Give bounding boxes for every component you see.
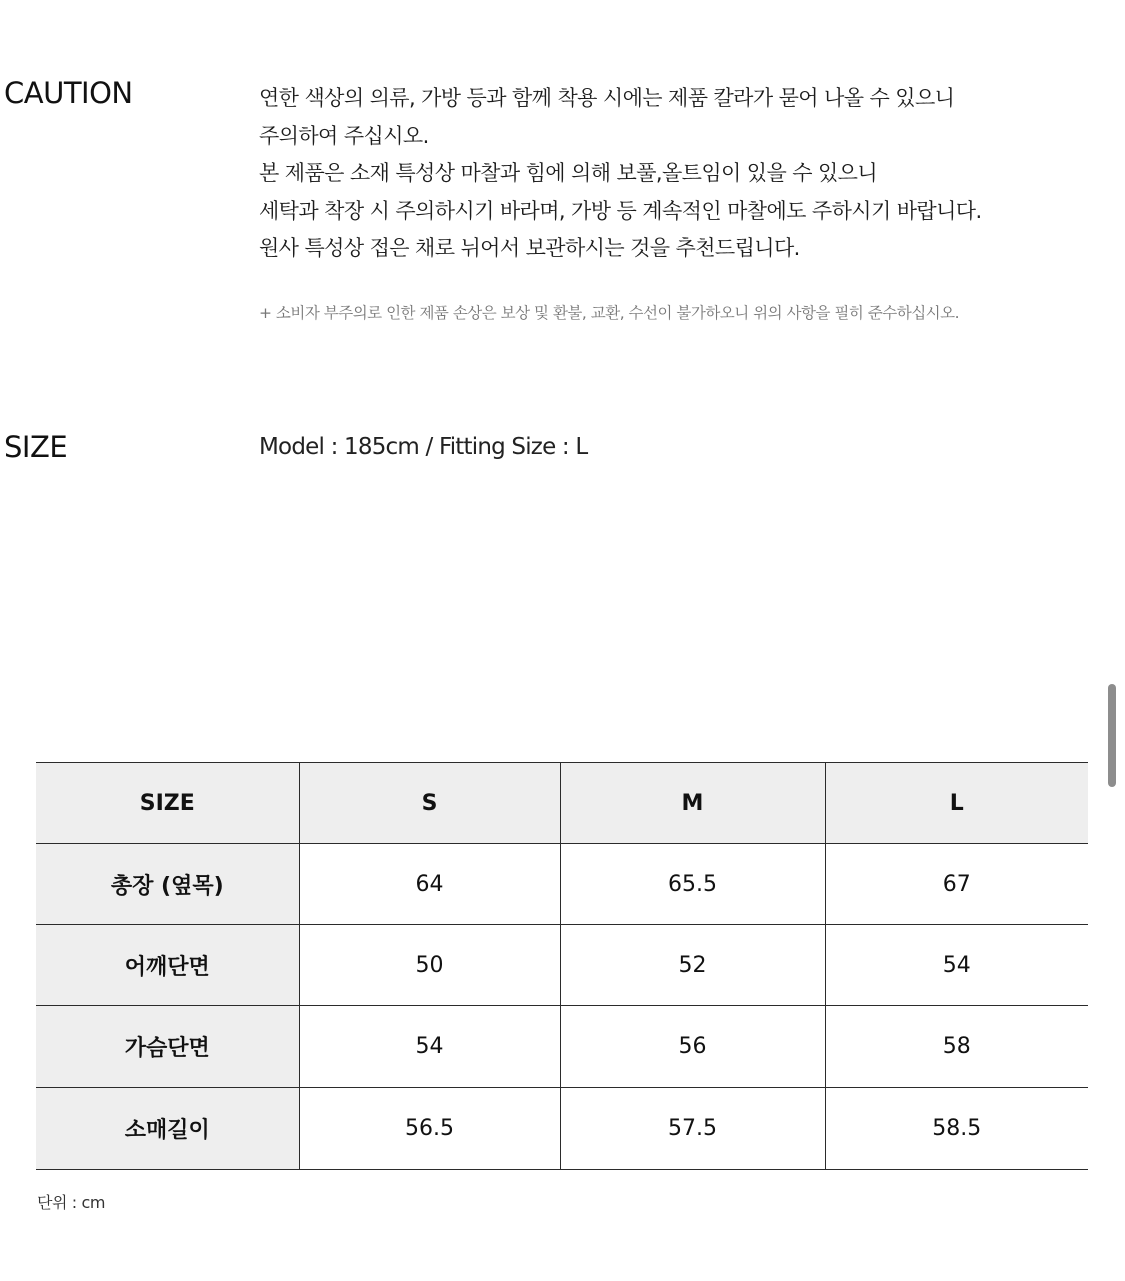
caution-line: 원사 특성상 접은 채로 뉘어서 보관하시는 것을 추천드립니다.	[259, 236, 800, 260]
model-fitting-info: Model : 185cm / Fitting Size : L	[259, 434, 588, 460]
table-cell: 56	[560, 1006, 825, 1088]
caution-note: + 소비자 부주의로 인한 제품 손상은 보상 및 환불, 교환, 수선이 불가하오니 위의 사항을 필히 준수하십시오.	[259, 304, 960, 322]
table-cell: 67	[825, 844, 1088, 925]
table-cell: 54	[825, 925, 1088, 1006]
size-chart-table	[36, 762, 1088, 1170]
column-header-s: S	[299, 763, 560, 844]
row-label-chest: 가슴단면	[36, 1006, 299, 1088]
table-cell: 58.5	[825, 1088, 1088, 1170]
scrollbar-thumb[interactable]	[1108, 684, 1116, 787]
table-cell: 65.5	[560, 844, 825, 925]
size-heading: SIZE	[4, 430, 68, 464]
row-label-shoulder: 어깨단면	[36, 925, 299, 1006]
row-label-total-length: 총장 (옆목)	[36, 844, 299, 925]
column-header-size: SIZE	[36, 763, 299, 844]
table-cell: 54	[299, 1006, 560, 1088]
caution-text-block	[259, 80, 1079, 268]
caution-line: 세탁과 착장 시 주의하시기 바라며, 가방 등 계속적인 마찰에도 주하시기 바랍니다.	[259, 198, 982, 223]
unit-note: 단위 : cm	[37, 1193, 106, 1212]
table-row	[36, 925, 1088, 1006]
row-label-sleeve: 소매길이	[36, 1088, 299, 1170]
column-header-m: M	[560, 763, 825, 844]
table-cell: 58	[825, 1006, 1088, 1088]
caution-heading: CAUTION	[4, 76, 133, 110]
caution-line: 본 제품은 소재 특성상 마찰과 힘에 의해 보풀,올트임이 있을 수 있으니	[259, 161, 878, 185]
table-row	[36, 1088, 1088, 1170]
table-cell: 57.5	[560, 1088, 825, 1170]
caution-line: 주의하여 주십시오.	[259, 123, 429, 148]
table-cell: 52	[560, 925, 825, 1006]
table-row	[36, 1006, 1088, 1088]
column-header-l: L	[825, 763, 1088, 844]
table-row	[36, 844, 1088, 925]
caution-line: 연한 색상의 의류, 가방 등과 함께 착용 시에는 제품 칼라가 묻어 나올 수 있으니	[259, 86, 955, 110]
table-cell: 50	[299, 925, 560, 1006]
table-header-row	[36, 763, 1088, 844]
table-cell: 56.5	[299, 1088, 560, 1170]
table-cell: 64	[299, 844, 560, 925]
